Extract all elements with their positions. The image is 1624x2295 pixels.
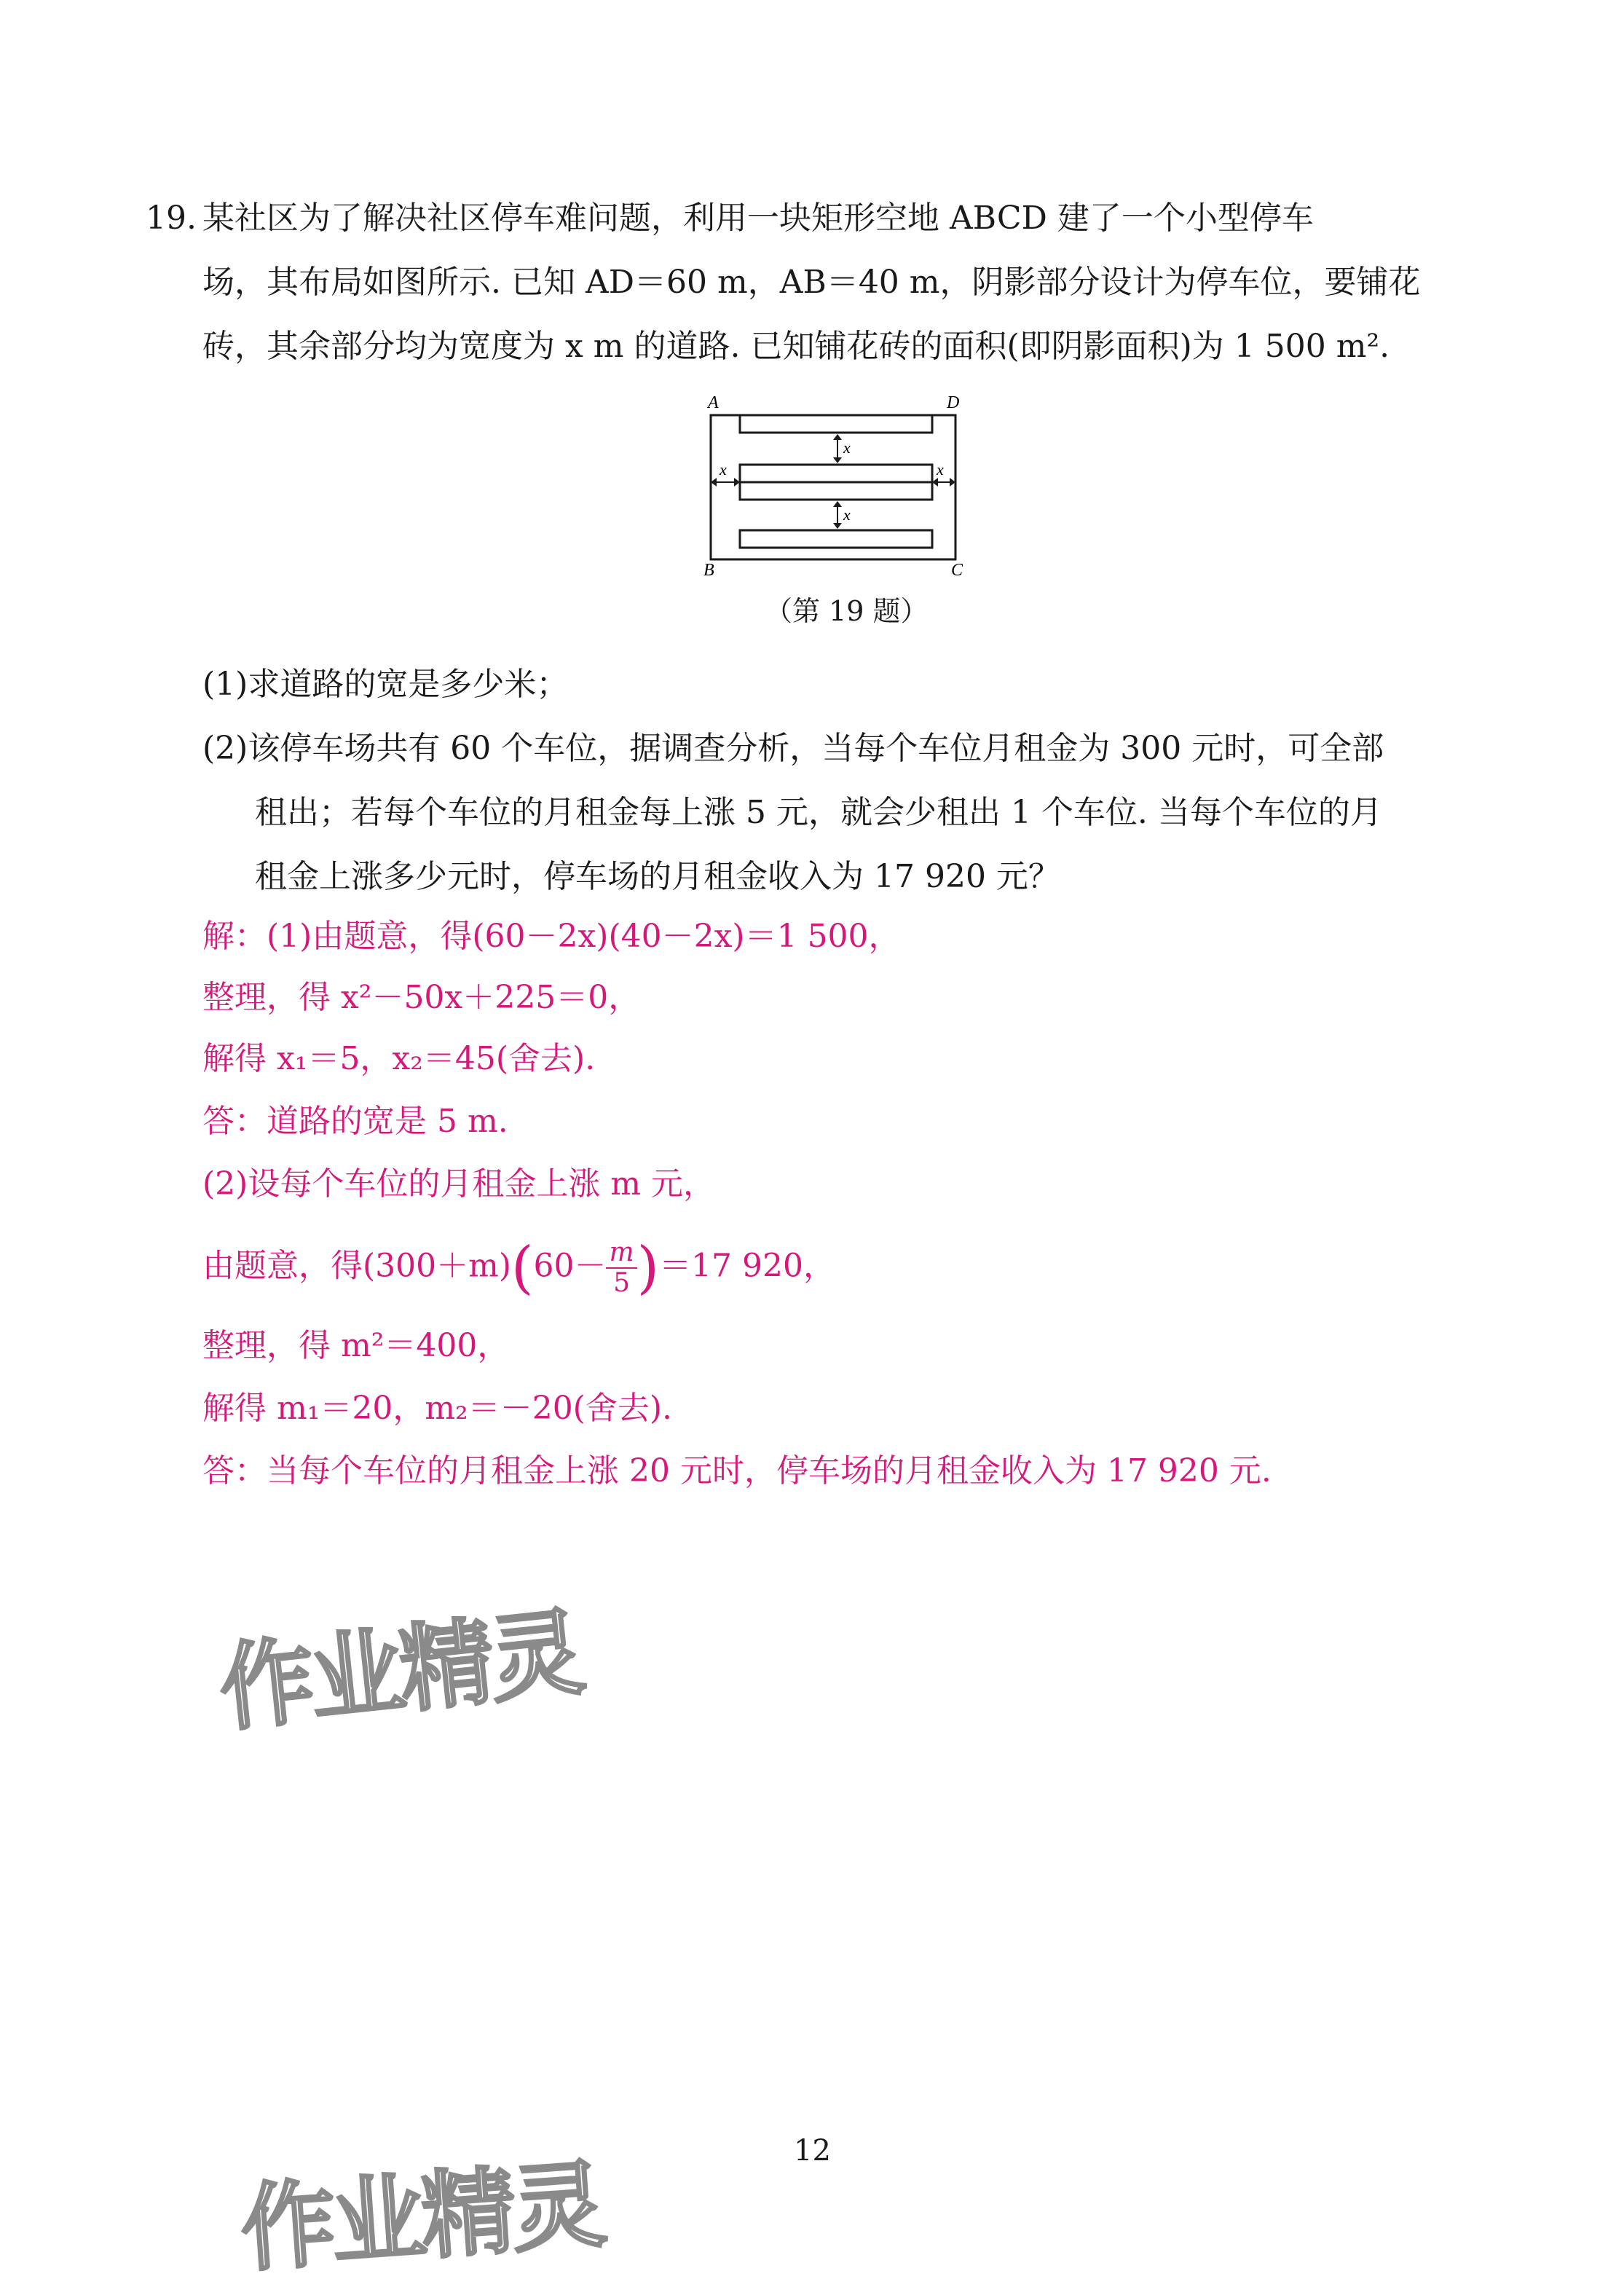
question-2-line-3: 租金上涨多少元时，停车场的月租金收入为 17 920 元？: [255, 858, 1060, 895]
label-x-mid: x: [843, 505, 851, 524]
watermark-logo: 作业精灵: [214, 1597, 586, 1745]
problem-line-2: 场，其布局如图所示. 已知 AD＝60 m，AB＝40 m，阴影部分设计为停车位，要铺花: [202, 264, 1421, 301]
solution-line-4: 答：道路的宽是 5 m.: [202, 1103, 508, 1140]
label-x-top: x: [843, 438, 851, 457]
problem-number: 19.: [146, 200, 197, 237]
solution-line-8: 解得 m₁＝20，m₂＝－20(舍去).: [202, 1390, 673, 1427]
label-x-left: x: [720, 460, 727, 479]
solution-line-9: 答：当每个车位的月租金上涨 20 元时，停车场的月租金收入为 17 920 元.: [202, 1452, 1272, 1489]
solution-6-suffix: ＝17 920，: [659, 1247, 836, 1285]
solution-line-2: 整理，得 x²－50x＋225＝0，: [202, 979, 641, 1016]
figure-caption: （第 19 题）: [765, 595, 929, 627]
parking-lot-diagram: [699, 392, 983, 588]
label-B: B: [703, 561, 714, 580]
question-1: (1)求道路的宽是多少米；: [202, 666, 569, 703]
page-number: 12: [794, 2134, 831, 2168]
solution-line-6: 由题意，得(300＋m)(60－ $\frac{m}{5}$ )＝17 920，: [202, 1235, 836, 1301]
label-C: C: [951, 561, 963, 580]
solution-line-5: (2)设每个车位的月租金上涨 m 元，: [202, 1165, 716, 1202]
watermark-logo-bottom: 作业精灵: [237, 2149, 606, 2286]
label-x-right: x: [937, 460, 944, 479]
solution-line-1: 解：(1)由题意，得(60－2x)(40－2x)＝1 500，: [202, 918, 901, 955]
label-D: D: [947, 393, 960, 412]
problem-line-3: 砖，其余部分均为宽度为 x m 的道路. 已知铺花砖的面积(即阴影面积)为 1 500 m².: [202, 328, 1390, 365]
parking-strip-top: [740, 415, 932, 433]
solution-6-prefix: 由题意，得(300＋m): [202, 1247, 512, 1285]
problem-line-1: 某社区为了解决社区停车难问题，利用一块矩形空地 ABCD 建了一个小型停车: [202, 200, 1314, 237]
solution-6-inner: 60－: [533, 1247, 607, 1285]
label-A: A: [708, 393, 719, 412]
fraction-m-over-5: $\frac{m}{5}$: [606, 1238, 636, 1298]
solution-line-3: 解得 x₁＝5，x₂＝45(舍去).: [202, 1040, 596, 1077]
parking-strip-bottom: [740, 530, 932, 548]
outer-rectangle: [711, 415, 955, 559]
question-2-line-1: (2)该停车场共有 60 个车位，据调查分析，当每个车位月租金为 300 元时，可全部: [202, 730, 1384, 767]
solution-line-7: 整理，得 m²＝400，: [202, 1327, 510, 1364]
question-2-line-2: 租出；若每个车位的月租金每上涨 5 元，就会少租出 1 个车位. 当每个车位的月: [255, 794, 1382, 831]
